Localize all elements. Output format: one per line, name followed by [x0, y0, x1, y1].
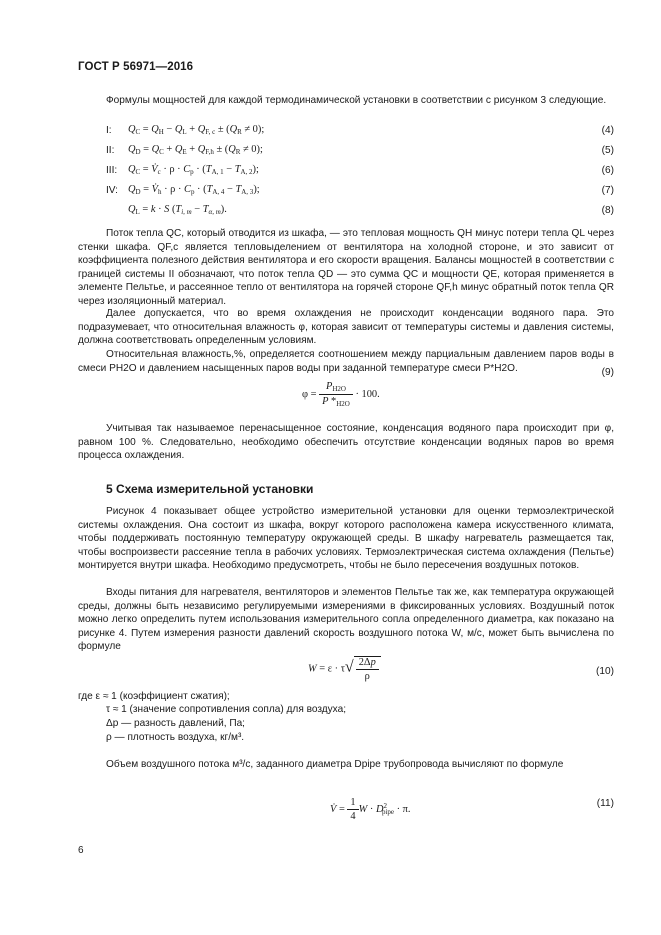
legend-rho: ρ — плотность воздуха, кг/м³.: [106, 732, 245, 743]
paragraph-condensation: Далее допускается, что во время охлаждения не происходит конденсации водяного пара. Это подразумевает, что относительная влажность φ, которая зависит от температуры системы и давления системы, должна соответствовать определенным условиям.: [78, 308, 614, 347]
equation-number: (6): [601, 165, 614, 176]
equation-6: $Q_C$ = $V̇_c \cdot \rho \cdot C_p \cdot (T_{A, 1} - T_{A, 2})$;: [128, 164, 259, 176]
equation-number: (9): [601, 367, 614, 378]
equation-label: III:: [106, 165, 118, 176]
equation-label: IV:: [106, 185, 118, 196]
legend-delta-p: Δp — разность давлений, Па;: [106, 718, 245, 729]
equation-number: (5): [601, 145, 614, 156]
equation-number: (8): [601, 205, 614, 216]
legend-epsilon: где ε ≈ 1 (коэффициент сжатия);: [78, 691, 230, 702]
paragraph-supersaturation: Учитывая так называемое перенасыщенное состояние, конденсация водяного пара происходит при φ, равном 100 %. Следовательно, необходимо обеспечить отсутствие конденсации водяных паров во время процесса охлаждения.: [78, 423, 614, 462]
equation-number: (7): [601, 185, 614, 196]
intro-paragraph: Формулы мощностей для каждой термодинамической установки в соответствии с рисунком 3 следующие.: [106, 95, 607, 106]
equation-9: φ = $\frac{P_{H2O}}{P *_{H2O}}$ · 100.: [302, 381, 380, 408]
equation-label: II:: [106, 145, 115, 156]
equation-10: W = ε · τ√ $\frac{2\Delta p}{\rho}$: [308, 656, 381, 682]
paragraph-volume: Объем воздушного потока м³/с, заданного диаметра Dpipe трубопровода вычисляют по формуле: [106, 759, 564, 770]
equation-5: $Q_D = Q_C + Q_E + Q_{F,h} \pm (Q_R \ne 0)$;: [128, 144, 263, 156]
page-number: 6: [78, 845, 84, 856]
equation-label: I:: [106, 125, 112, 136]
paragraph-humidity: Относительная влажность,%, определяется соотношением между парциальным давлением паров воды в смеси PH2O и давлением насыщенных паров воды при заданной температуре смеси P*H2O.: [78, 349, 614, 374]
document-header: ГОСТ Р 56971—2016: [78, 61, 194, 73]
equation-8: $Q_L = k \cdot S$ $(T_{i, m} - T_{\alpha, m})$.: [128, 204, 227, 216]
equation-number: (11): [596, 798, 614, 809]
section-heading: 5 Схема измерительной установки: [106, 482, 314, 496]
equation-number: (4): [601, 125, 614, 136]
paragraph-heat-flow: Поток тепла QC, который отводится из шкафа, — это тепловая мощность QH минус потери тепла QL через стенки шкафа. QF,c является тепловыделением от вентилятора на холодной стороне, и это зависит от коэффициента полезного действия вентилятора и его скорости вращения. Балансы мощностей в соответствии с границей системы II обозначают, что поток тепла QD — это сумма QC и мощности QE, которая применяется в элементе Пельтье, и рассеянное тепло от вентилятора на горячей стороне QF,h минус обратный поток тепла QR через изоляционный материал.: [78, 228, 614, 307]
equation-4: $Q_C = Q_H - Q_L + Q_{F, c} \pm (Q_R \ne 0)$;: [128, 124, 265, 136]
paragraph-airflow: Входы питания для нагревателя, вентиляторов и элементов Пельтье так же, как температура окружающей среды, должны быть независимо регулируемыми измерениями в фиксированных условиях. Воздушный поток можно легко определить путем использования измерительного сопла определенного диаметра, как показано на рисунке 4. Путем измерения разности давлений скорость воздушного потока W, м/с, может быть вычислена по формуле: [78, 587, 614, 653]
equation-11: V̇ = $\frac{1}{4}$ $W \cdot D^2_{pipe} \cdot \pi$.: [330, 797, 411, 822]
equation-number: (10): [596, 666, 614, 677]
paragraph-setup: Рисунок 4 показывает общее устройство измерительной установки для оценки термоэлектрической системы охлаждения. Она состоит из шкафа, вокруг которого расположена камера искусственного климата, чтобы поддерживать постоянную температуру окружающей среды. В шкафу нагреватель размещается так, чтобы воспроизвести рассеяние тепла в рабочих условиях. Термоэлектрическая система охлаждения (Пельтье) монтируется внутри шкафа. Необходимо предусмотреть, чтобы не было пересечения воздушных потоков.: [78, 506, 614, 572]
equation-7: $Q_D$ = $V̇_h \cdot \rho \cdot C_p \cdot (T_{A, 4} - T_{A, 3})$;: [128, 184, 260, 196]
legend-tau: τ ≈ 1 (значение сопротивления сопла) для воздуха;: [106, 704, 347, 715]
